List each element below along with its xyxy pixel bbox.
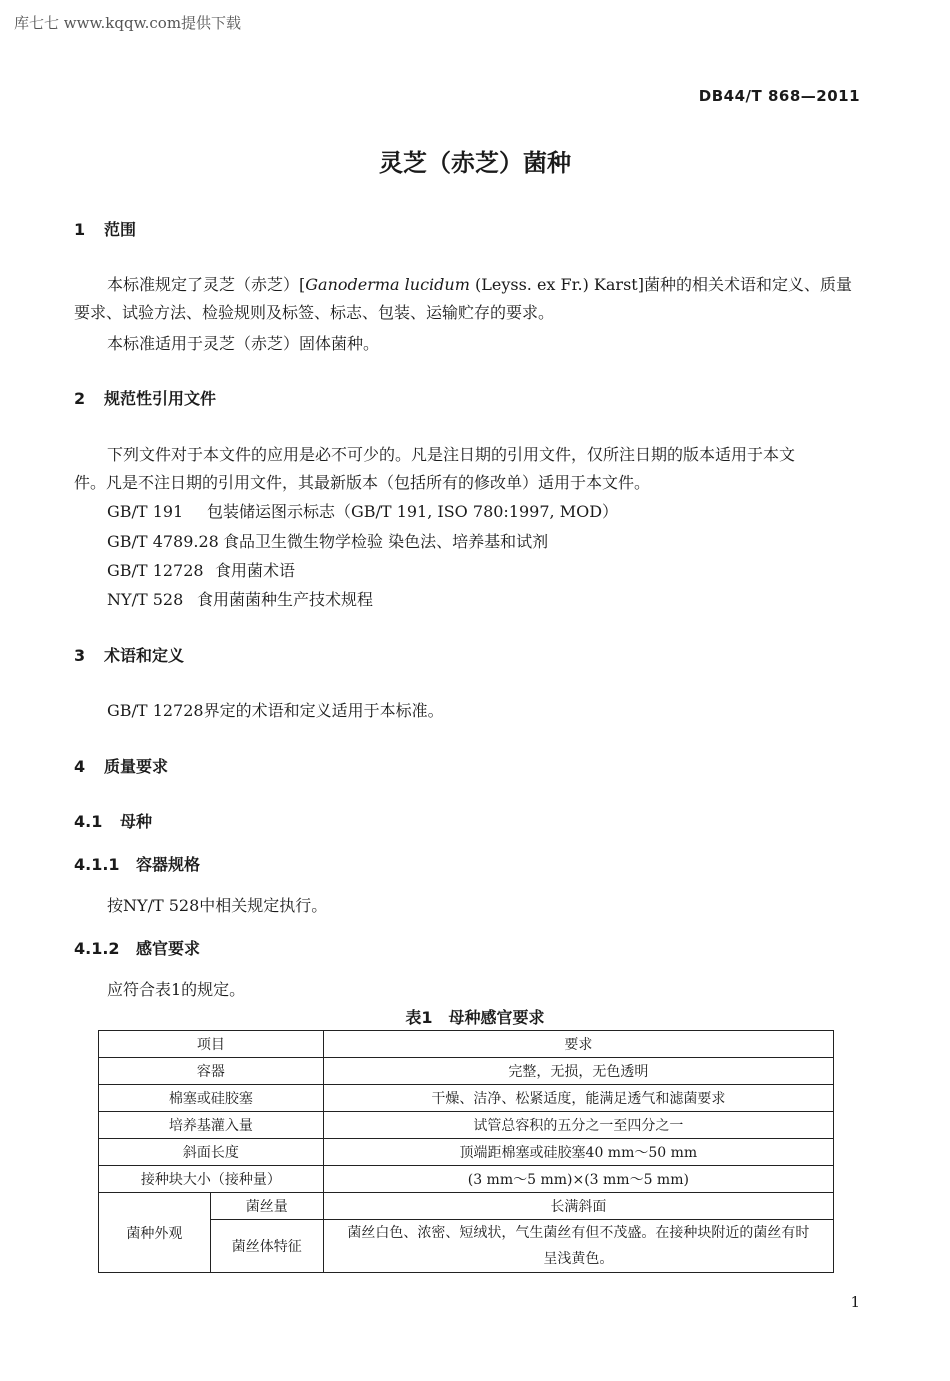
document-code: DB44/T 868—2011 bbox=[698, 87, 860, 105]
reference-code: GB/T 12728 bbox=[107, 561, 204, 580]
sub-item-cell: 菌丝体特征 bbox=[210, 1220, 323, 1273]
requirement-line: 呈浅黄色。 bbox=[543, 1251, 614, 1267]
section-2-heading bbox=[74, 386, 216, 409]
reference-item bbox=[107, 529, 548, 552]
latin-name: Ganoderma lucidum bbox=[305, 275, 470, 294]
section-number: 4.1.2 bbox=[74, 939, 120, 958]
text: (Leyss. ex Fr.) Karst]菌种的相关术语和定义、质量 bbox=[469, 275, 852, 294]
requirement-cell bbox=[323, 1220, 833, 1273]
reference-code: NY/T 528 bbox=[107, 590, 184, 609]
item-cell: 斜面长度 bbox=[99, 1139, 324, 1166]
table-row bbox=[99, 1166, 834, 1193]
section-title: 术语和定义 bbox=[104, 646, 185, 665]
reference-item bbox=[107, 558, 295, 581]
section-number: 3 bbox=[74, 646, 86, 665]
requirement-line: 菌丝白色、浓密、短绒状，气生菌丝有但不茂盛。在接种块附近的菌丝有时 bbox=[347, 1225, 810, 1241]
section-number: 4.1 bbox=[74, 812, 103, 831]
section-1-paragraph-2: 本标准适用于灵芝（赤芝）固体菌种。 bbox=[107, 334, 380, 353]
table-row bbox=[99, 1058, 834, 1085]
watermark-text: 库七七 www.kqqw.com提供下载 bbox=[14, 14, 242, 32]
table-row bbox=[99, 1085, 834, 1112]
header-requirement: 要求 bbox=[323, 1031, 833, 1058]
section-4-heading bbox=[74, 754, 168, 777]
section-3-heading bbox=[74, 643, 184, 666]
reference-title: 食用菌菌种生产技术规程 bbox=[197, 590, 374, 609]
text: 本标准规定了灵芝（赤芝）[ bbox=[107, 275, 306, 294]
item-cell: 容器 bbox=[99, 1058, 324, 1085]
reference-title: 包装储运图示标志（GB/T 191, ISO 780:1997, MOD） bbox=[207, 502, 619, 521]
section-2-paragraph-line-1: 下列文件对于本文件的应用是必不可少的。凡是注日期的引用文件，仅所注日期的版本适用于本文 bbox=[107, 445, 796, 464]
section-1-paragraph-1-line-2: 要求、试验方法、检验规则及标签、标志、包装、运输贮存的要求。 bbox=[74, 303, 555, 322]
section-number: 2 bbox=[74, 389, 86, 408]
reference-title: 食用菌术语 bbox=[215, 561, 296, 580]
item-cell: 棉塞或硅胶塞 bbox=[99, 1085, 324, 1112]
requirement-cell: (3 mm～5 mm)×(3 mm～5 mm) bbox=[323, 1166, 833, 1193]
section-3-paragraph: GB/T 12728界定的术语和定义适用于本标准。 bbox=[107, 701, 444, 720]
section-title: 规范性引用文件 bbox=[104, 389, 217, 408]
section-4-1-2-paragraph: 应符合表1的规定。 bbox=[107, 980, 246, 999]
section-4-1-heading bbox=[74, 809, 152, 832]
requirement-cell: 长满斜面 bbox=[323, 1193, 833, 1220]
section-4-1-1-heading bbox=[74, 852, 200, 875]
header-item: 项目 bbox=[99, 1031, 324, 1058]
table-row bbox=[99, 1112, 834, 1139]
page-title: 灵芝（赤芝）菌种 bbox=[379, 149, 571, 177]
section-number: 4 bbox=[74, 757, 86, 776]
table-header-row bbox=[99, 1031, 834, 1058]
requirement-cell: 试管总容积的五分之一至四分之一 bbox=[323, 1112, 833, 1139]
reference-item bbox=[107, 587, 373, 610]
section-title: 质量要求 bbox=[104, 757, 169, 776]
section-1-paragraph-1-line-1 bbox=[107, 272, 852, 295]
reference-title: 食品卫生微生物学检验 染色法、培养基和试剂 bbox=[223, 532, 549, 551]
table-row bbox=[99, 1139, 834, 1166]
table-row bbox=[99, 1193, 834, 1220]
section-2-paragraph-line-2: 件。凡是不注日期的引用文件，其最新版本（包括所有的修改单）适用于本文件。 bbox=[74, 473, 651, 492]
section-1-heading bbox=[74, 217, 136, 240]
item-cell: 培养基灌入量 bbox=[99, 1112, 324, 1139]
section-4-1-2-heading bbox=[74, 936, 200, 959]
section-title: 感官要求 bbox=[136, 939, 201, 958]
reference-code: GB/T 191 bbox=[107, 502, 184, 521]
page-number: 1 bbox=[850, 1293, 860, 1311]
table-caption: 表1 母种感官要求 bbox=[405, 1008, 545, 1027]
section-title: 范围 bbox=[104, 220, 137, 239]
section-number: 4.1.1 bbox=[74, 855, 120, 874]
section-title: 母种 bbox=[120, 812, 153, 831]
sub-item-cell: 菌丝量 bbox=[210, 1193, 323, 1220]
requirement-cell: 顶端距棉塞或硅胶塞40 mm～50 mm bbox=[323, 1139, 833, 1166]
reference-code: GB/T 4789.28 bbox=[107, 532, 219, 551]
group-cell: 菌种外观 bbox=[99, 1193, 211, 1273]
requirement-cell: 干燥、洁净、松紧适度，能满足透气和滤菌要求 bbox=[323, 1085, 833, 1112]
section-title: 容器规格 bbox=[136, 855, 201, 874]
requirements-table bbox=[98, 1030, 834, 1273]
item-cell: 接种块大小（接种量） bbox=[99, 1166, 324, 1193]
section-4-1-1-paragraph: 按NY/T 528中相关规定执行。 bbox=[107, 896, 328, 915]
section-number: 1 bbox=[74, 220, 86, 239]
requirement-cell: 完整，无损，无色透明 bbox=[323, 1058, 833, 1085]
reference-item bbox=[107, 499, 618, 522]
